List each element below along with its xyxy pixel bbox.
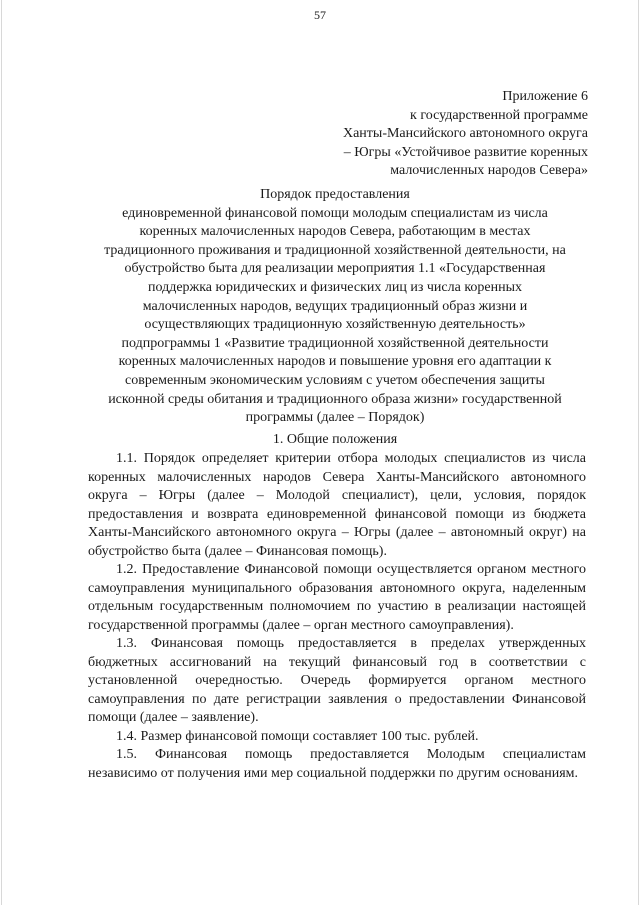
- title-line: единовременной финансовой помощи молодым специалистам из числа: [122, 205, 548, 221]
- title-line: современным экономическим условиям с учетом обеспечения защиты: [125, 372, 545, 388]
- title-line: поддержка юридических и физических лиц из числа коренных: [147, 279, 523, 295]
- title-line: традиционного проживания и традиционной хозяйственной деятельности, на: [104, 242, 566, 258]
- title-line: малочисленных народов, ведущих традиционный образ жизни и: [142, 298, 528, 314]
- title-line: подпрограммы 1 «Развитие традиционной хозяйственной деятельности: [121, 335, 549, 351]
- scan-edge-right: [638, 0, 639, 905]
- paragraph-1-3: 1.3. Финансовая помощь предоставляется в пределах утвержденных бюджетных ассигнований на текущий финансовый год в соответствии с установленной очередностью. Очередь формируется органом местного самоуправления по дате регистрации заявления о предоставлении Финансовой помощи (далее – заявление).: [88, 636, 586, 725]
- title-line: программы (далее – Порядок): [245, 410, 425, 426]
- paragraph-1-1: 1.1. Порядок определяет критерии отбора молодых специалистов из числа коренных малочисленных народов Севера Ханты-Мансийского автономного округа – Югры (далее – Молодой специалист), цели, условия, порядок предоставления и возврата единовременной финансовой помощи из бюджета Ханты-Мансийского автономного округа – Югры (далее – автономный округ) на обустройство быта (далее – Финансовая помощь).: [88, 451, 586, 559]
- appendix-line: Ханты-Мансийского автономного округа: [342, 126, 588, 141]
- appendix-line: малочисленных народов Севера»: [390, 163, 588, 178]
- paragraph-1-4: 1.4. Размер финансовой помощи составляет 100 тыс. рублей.: [116, 728, 479, 744]
- section-body: [88, 450, 586, 783]
- scan-edge-left: [1, 0, 2, 905]
- page-number: 57: [314, 8, 326, 22]
- appendix-line: Приложение 6: [502, 89, 588, 104]
- title-line: коренных малочисленных народов Севера, работающим в местах: [139, 224, 531, 240]
- appendix-reference: [268, 88, 588, 181]
- section-heading: 1. Общие положения: [272, 432, 398, 447]
- document-title: [100, 186, 570, 428]
- title-line: исконной среды обитания и традиционного образа жизни» государственной: [108, 391, 562, 407]
- paragraph-1-5: 1.5. Финансовая помощь предоставляется Молодым специалистам независимо от получения ими мер социальной поддержки по другим основаниям.: [88, 747, 586, 781]
- appendix-line: к государственной программе: [410, 107, 588, 123]
- title-line: Порядок предоставления: [260, 187, 410, 202]
- title-line: осуществляющих традиционную хозяйственную деятельность»: [144, 317, 526, 333]
- title-line: обустройство быта для реализации мероприятия 1.1 «Государственная: [124, 261, 546, 277]
- title-line: коренных малочисленных народов и повышение уровня его адаптации к: [118, 354, 552, 370]
- paragraph-1-2: 1.2. Предоставление Финансовой помощи осуществляется органом местного самоуправления муниципального образования автономного округа, наделенным отдельным государственным полномочием по участию в реализации настоящей государственной программы (далее – орган местного самоуправления).: [88, 562, 586, 633]
- appendix-line: – Югры «Устойчивое развитие коренных: [343, 144, 588, 160]
